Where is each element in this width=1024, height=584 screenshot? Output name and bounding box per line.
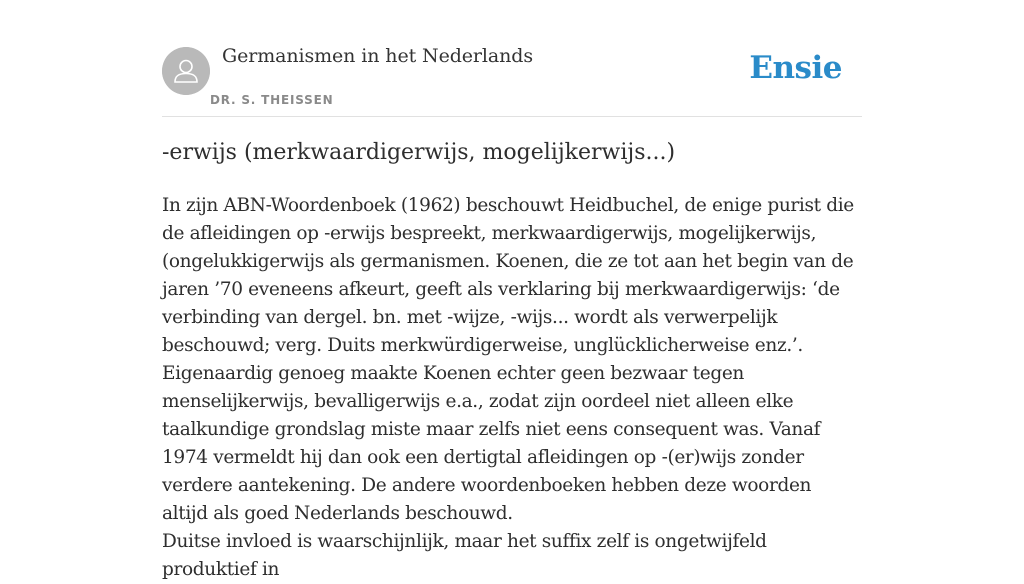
article-title: -erwijs (merkwaardigerwijs, mogelijkerwijs...) <box>162 140 676 165</box>
page-header <box>162 0 862 117</box>
article-paragraph: Duitse invloed is waarschijnlijk, maar het suffix zelf is ongetwijfeld produktief in <box>162 531 767 580</box>
brand-logo[interactable]: Ensie <box>749 50 842 86</box>
article-paragraph: In zijn ABN-Woordenboek (1962) beschouwt Heidbuchel, de enige purist die de afleidingen op -erwijs bespreekt, merkwaardigerwijs, mogelijkerwijs, (ongelukkigerwijs als germanismen. Koenen, die ze tot aan het begin van de jaren ’70 eveneens afkeurt, geeft als verklaring bij merkwaardigerwijs: ‘de verbinding van dergel. bn. met -wijze, -wijs... wordt als verwerpelijk beschouwd; verg. Duits merkwürdigerweise, unglücklicherweise enz.’. Eigenaardig genoeg maakte Koenen echter geen bezwaar tegen menselijkerwijs, bevalligerwijs e.a., zodat zijn oordeel niet alleen elke taalkundige grondslag miste maar zelfs niet eens consequent was. Vanaf 1974 vermeldt hij dan ook een dertigtal afleidingen op -(er)wijs zonder verdere aantekening. De andere woordenboeken hebben deze woorden altijd als goed Nederlands beschouwd. <box>162 195 854 524</box>
article-body <box>162 192 862 584</box>
book-title[interactable]: Germanismen in het Nederlands <box>222 45 533 67</box>
user-avatar-icon[interactable] <box>162 47 210 95</box>
author-name[interactable]: DR. S. THEISSEN <box>210 93 334 107</box>
